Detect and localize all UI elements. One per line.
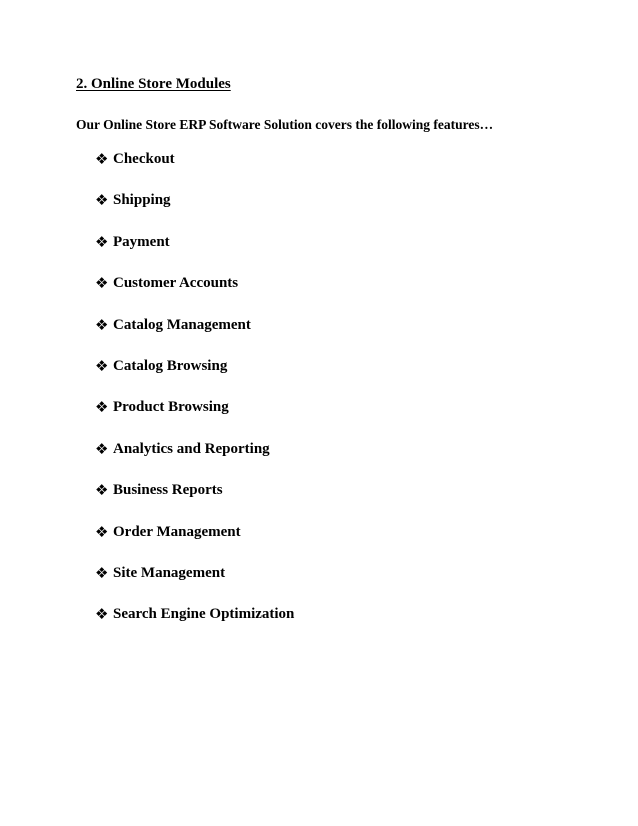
feature-label: Shipping xyxy=(113,192,171,209)
diamond-bullet-icon: ❖ xyxy=(95,232,109,251)
feature-list xyxy=(95,148,294,645)
section-heading: 2. Online Store Modules xyxy=(76,76,231,92)
feature-label: Search Engine Optimization xyxy=(113,606,295,623)
list-item xyxy=(95,231,294,272)
diamond-bullet-icon: ❖ xyxy=(95,315,109,334)
list-item xyxy=(95,396,294,437)
list-item xyxy=(95,438,294,479)
list-item xyxy=(95,521,294,562)
feature-label: Catalog Browsing xyxy=(113,357,228,374)
feature-label: Payment xyxy=(113,233,170,250)
feature-label: Business Reports xyxy=(113,482,223,499)
feature-label: Checkout xyxy=(113,151,175,167)
feature-label: Product Browsing xyxy=(113,399,229,416)
feature-label: Order Management xyxy=(113,523,241,540)
diamond-bullet-icon: ❖ xyxy=(95,398,109,417)
feature-label: Customer Accounts xyxy=(113,275,239,292)
feature-label: Site Management xyxy=(113,564,226,581)
diamond-bullet-icon: ❖ xyxy=(95,356,109,375)
feature-label: Analytics and Reporting xyxy=(113,440,270,457)
list-item xyxy=(95,148,294,189)
list-item xyxy=(95,479,294,520)
diamond-bullet-icon: ❖ xyxy=(95,274,109,293)
diamond-bullet-icon: ❖ xyxy=(95,191,109,210)
list-item xyxy=(95,314,294,355)
feature-label: Catalog Management xyxy=(113,316,251,333)
list-item xyxy=(95,189,294,230)
list-item xyxy=(95,603,294,644)
diamond-bullet-icon: ❖ xyxy=(95,439,109,458)
diamond-bullet-icon: ❖ xyxy=(95,150,109,168)
list-item xyxy=(95,272,294,313)
intro-paragraph: Our Online Store ERP Software Solution covers the following features… xyxy=(76,117,494,132)
diamond-bullet-icon: ❖ xyxy=(95,522,109,541)
list-item xyxy=(95,562,294,603)
list-item xyxy=(95,355,294,396)
diamond-bullet-icon: ❖ xyxy=(95,481,109,500)
diamond-bullet-icon: ❖ xyxy=(95,563,109,582)
diamond-bullet-icon: ❖ xyxy=(95,605,109,624)
